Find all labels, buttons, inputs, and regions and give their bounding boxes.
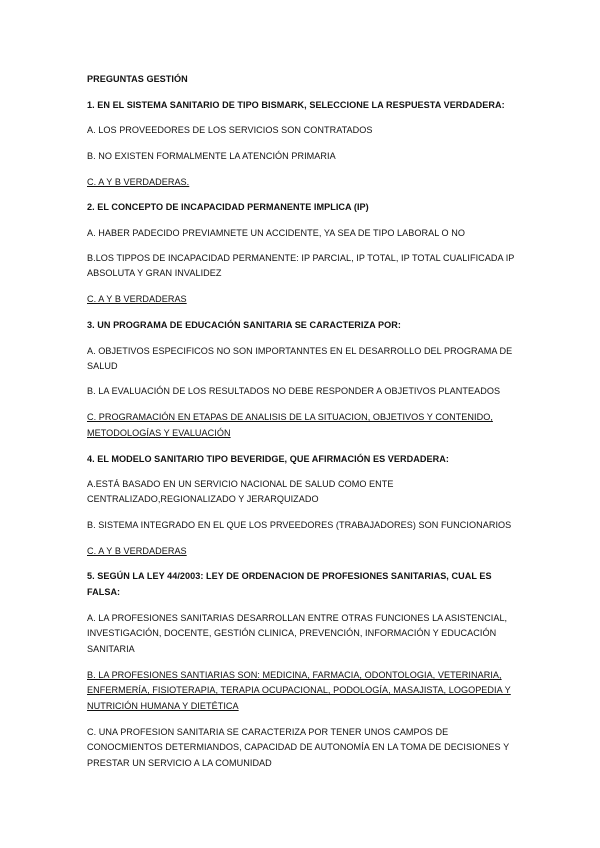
q4-option-a-line-2: CENTRALIZADO,REGIONALIZADO Y JERARQUIZADO [87, 494, 319, 504]
q2-option-b-line-2: ABSOLUTA Y GRAN INVALIDEZ [87, 268, 222, 278]
question-1-text: 1. EN EL SISTEMA SANITARIO DE TIPO BISMARK, SELECCIONE LA RESPUESTA VERDADERA: [87, 100, 505, 110]
q3-option-a-line-1: A. OBJETIVOS ESPECIFICOS NO SON IMPORTANNTES EN EL DESARROLLO DEL PROGRAMA DE [87, 346, 513, 356]
question-5-text-line-1: 5. SEGÚN LA LEY 44/2003: LEY DE ORDENACION DE PROFESIONES SANITARIAS, CUAL ES [87, 571, 492, 581]
question-4-text: 4. EL MODELO SANITARIO TIPO BEVERIDGE, QUE AFIRMACIÓN ES VERDADERA: [87, 454, 449, 464]
q3-option-c-correct-line-2: METODOLOGÍAS Y EVALUACIÓN [87, 428, 231, 438]
q2-option-a: A. HABER PADECIDO PREVIAMNETE UN ACCIDENTE, YA SEA DE TIPO LABORAL O NO [87, 228, 466, 238]
q1-option-c-correct: C. A Y B VERDADERAS. [87, 177, 190, 187]
q5-option-b-correct-line-2: ENFERMERÍA, FISIOTERAPIA, TERAPIA OCUPACIONAL, PODOLOGÍA, MASAJISTA, LOGOPEDIA Y [87, 685, 511, 695]
question-5-text-line-2: FALSA: [87, 587, 121, 597]
q5-option-c-line-1: C. UNA PROFESION SANITARIA SE CARACTERIZA POR TENER UNOS CAMPOS DE [87, 727, 449, 737]
q5-option-b-correct-line-3: NUTRICIÓN HUMANA Y DIETÉTICA [87, 701, 239, 711]
q1-option-a: A. LOS PROVEEDORES DE LOS SERVICIOS SON CONTRATADOS [87, 125, 373, 135]
q3-option-a-line-2: SALUD [87, 361, 118, 371]
question-2-text: 2. EL CONCEPTO DE INCAPACIDAD PERMANENTE IMPLICA (IP) [87, 202, 369, 212]
q3-option-c-correct-line-1: C. PROGRAMACIÓN EN ETAPAS DE ANALISIS DE LA SITUACION, OBJETIVOS Y CONTENIDO, [87, 412, 493, 422]
q4-option-b: B. SISTEMA INTEGRADO EN EL QUE LOS PRVEEDORES (TRABAJADORES) SON FUNCIONARIOS [87, 520, 512, 530]
q5-option-a-line-1: A. LA PROFESIONES SANITARIAS DESARROLLAN ENTRE OTRAS FUNCIONES LA ASISTENCIAL, [87, 613, 508, 623]
q5-option-a-line-2: INVESTIGACIÓN, DOCENTE, GESTIÓN CLINICA, PREVENCIÓN, INFORMACIÓN Y EDUCACIÓN [87, 628, 497, 638]
q5-option-c-line-3: PRESTAR UN SERVICIO A LA COMUNIDAD [87, 758, 272, 768]
question-3-text: 3. UN PROGRAMA DE EDUCACIÓN SANITARIA SE CARACTERIZA POR: [87, 320, 401, 330]
q5-option-c-line-2: CONOCMIENTOS DETERMIANDOS, CAPACIDAD DE AUTONOMÍA EN LA TOMA DE DECISIONES Y [87, 742, 510, 752]
q5-option-a-line-3: SANITARIA [87, 644, 135, 654]
q2-option-c-correct: C. A Y B VERDADERAS [87, 294, 187, 304]
q4-option-c-correct: C. A Y B VERDADERAS [87, 546, 187, 556]
q5-option-b-correct-line-1: B. LA PROFESIONES SANTIARIAS SON: MEDICINA, FARMACIA, ODONTOLOGIA, VETERINARIA, [87, 670, 502, 680]
page-title: PREGUNTAS GESTIÓN [87, 74, 188, 84]
q2-option-b-line-1: B.LOS TIPPOS DE INCAPACIDAD PERMANENTE: IP PARCIAL, IP TOTAL, IP TOTAL CUALIFICADA IP [87, 253, 515, 263]
q3-option-b: B. LA EVALUACIÓN DE LOS RESULTADOS NO DEBE RESPONDER A OBJETIVOS PLANTEADOS [87, 386, 501, 396]
q1-option-b: B. NO EXISTEN FORMALMENTE LA ATENCIÓN PRIMARIA [87, 151, 336, 161]
q4-option-a-line-1: A.ESTÁ BASADO EN UN SERVICIO NACIONAL DE SALUD COMO ENTE [87, 479, 394, 489]
